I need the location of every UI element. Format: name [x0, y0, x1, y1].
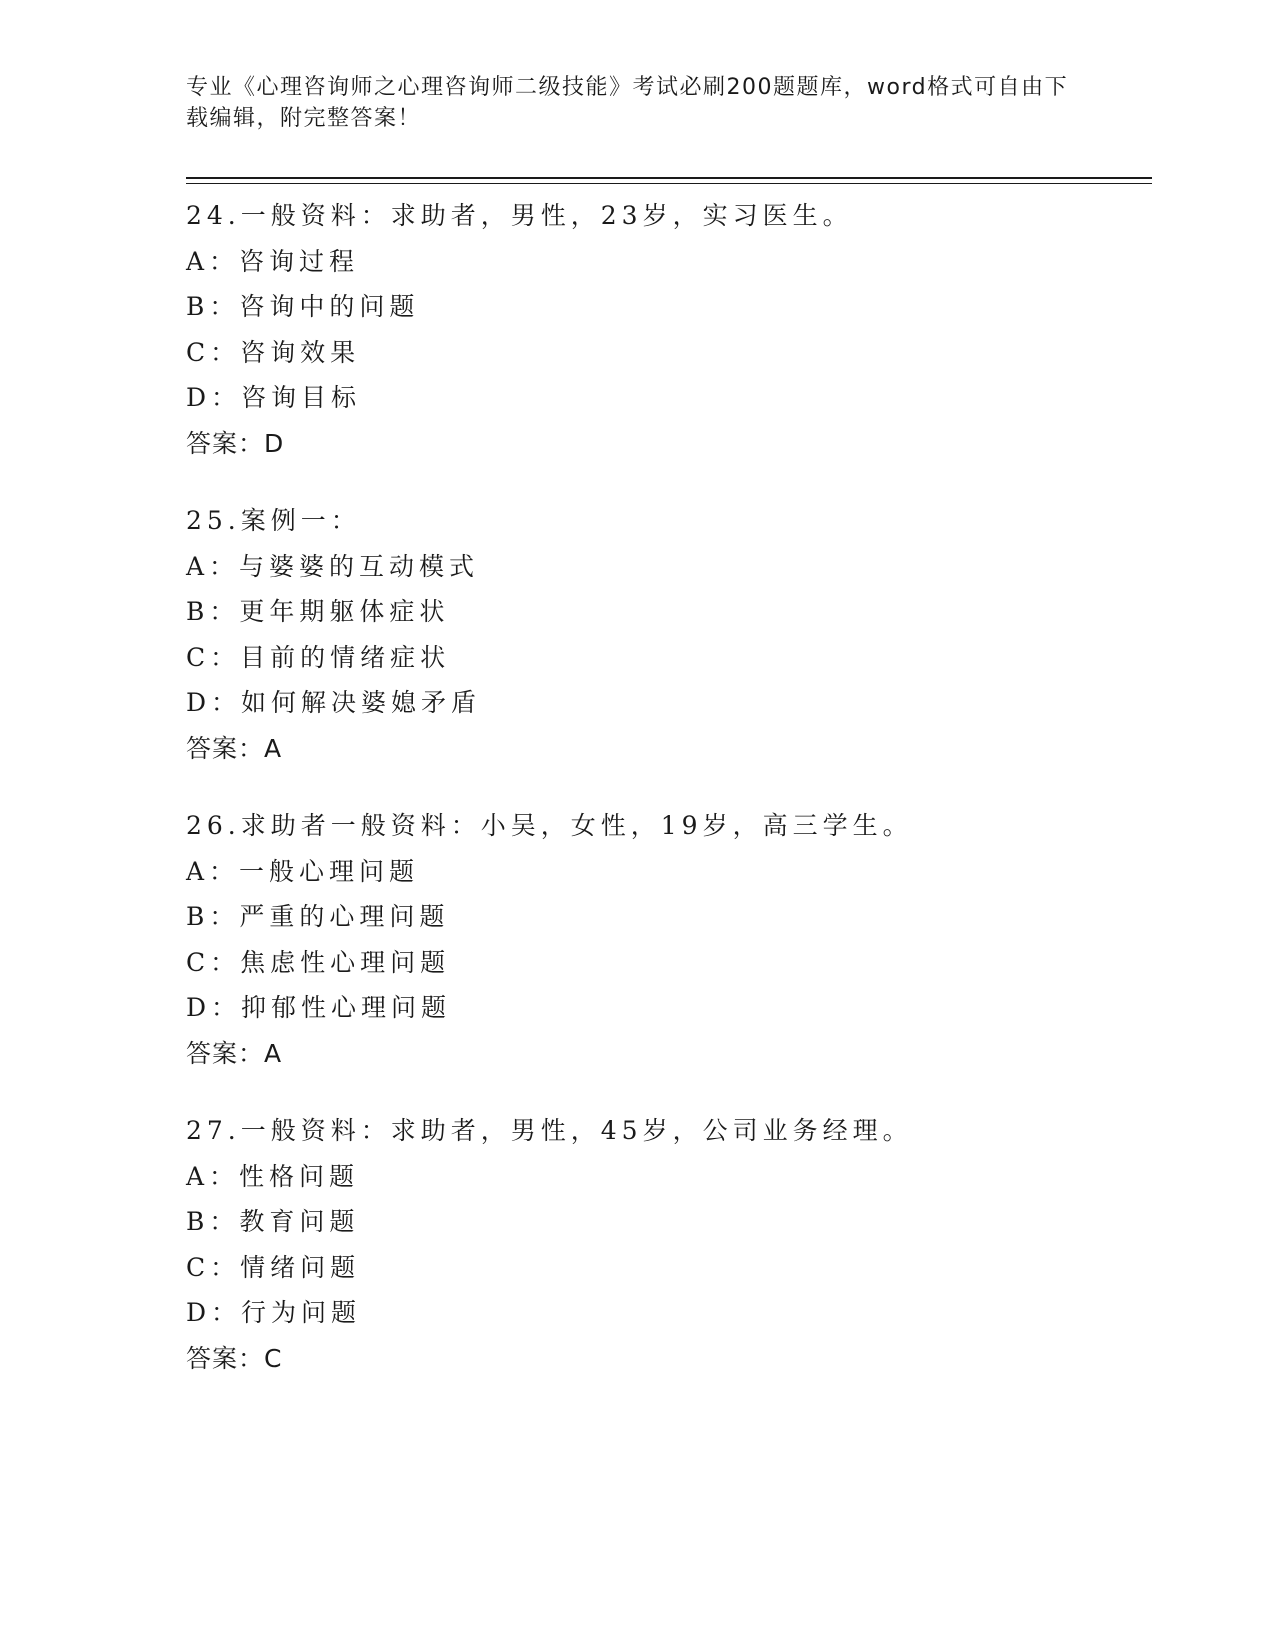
- option-b: B：更年期躯体症状: [186, 597, 450, 626]
- header-rule-thin: [186, 183, 1152, 184]
- option-b: B：严重的心理问题: [186, 902, 450, 931]
- option-c: C：目前的情绪症状: [186, 642, 451, 672]
- document-header: 专业《心理咨询师之心理咨询师二级技能》考试必刷200题题库，word格式可自由下载编辑，附完整答案！: [186, 75, 1069, 131]
- answer: 答案：A: [186, 733, 283, 763]
- question-stem: 25.案例一：: [186, 506, 361, 535]
- question-25: [186, 498, 1146, 771]
- option-c: C：咨询效果: [186, 337, 361, 367]
- question-24: [186, 193, 1146, 466]
- question-26: [186, 803, 1146, 1076]
- question-stem: 26.求助者一般资料：小吴，女性，19岁，高三学生。: [186, 811, 913, 840]
- option-d: D：行为问题: [186, 1298, 362, 1327]
- option-b: B：教育问题: [186, 1207, 360, 1236]
- answer: 答案：D: [186, 428, 285, 458]
- option-d: D：咨询目标: [186, 383, 362, 412]
- question-stem: 27.一般资料：求助者，男性，45岁，公司业务经理。: [186, 1116, 913, 1145]
- answer: 答案：C: [186, 1343, 283, 1373]
- option-c: C：情绪问题: [186, 1252, 361, 1282]
- question-stem: 24.一般资料：求助者，男性，23岁，实习医生。: [186, 201, 853, 230]
- option-d: D：抑郁性心理问题: [186, 993, 452, 1022]
- option-a: A：性格问题: [186, 1161, 360, 1191]
- option-a: A：咨询过程: [186, 246, 360, 276]
- option-c: C：焦虑性心理问题: [186, 947, 451, 977]
- option-a: A：与婆婆的互动模式: [186, 551, 480, 581]
- question-27: [186, 1108, 1146, 1381]
- option-d: D：如何解决婆媳矛盾: [186, 688, 482, 717]
- option-a: A：一般心理问题: [186, 856, 420, 886]
- header-rule-thick: [186, 177, 1152, 179]
- answer: 答案：A: [186, 1038, 283, 1068]
- option-b: B：咨询中的问题: [186, 292, 420, 321]
